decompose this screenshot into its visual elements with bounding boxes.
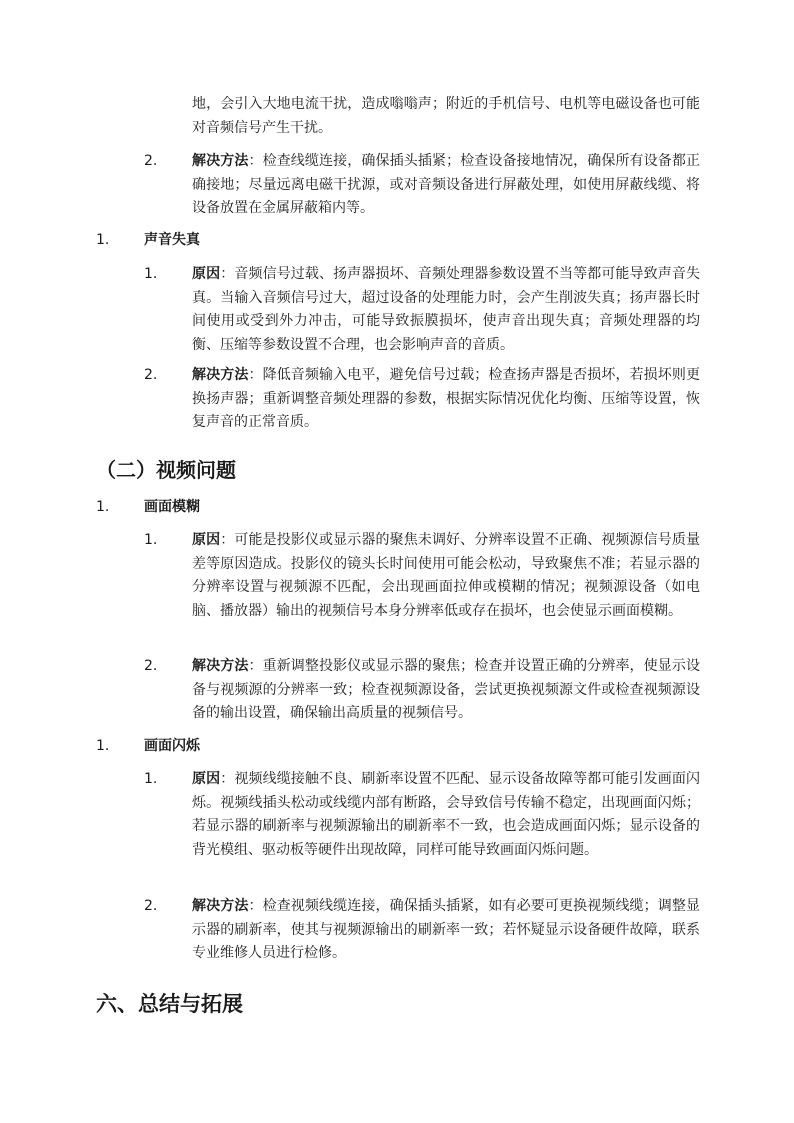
paragraph-distortion-cause: [192, 263, 700, 357]
paragraph-text: ：视频线缆接触不良、刷新率设置不匹配、显示设备故障等都可能引发画面闪烁。视频线插头松动或线缆内部有断路，会导致信号传输不稳定，出现画面闪烁；若显示器的刷新率与视频源输出的刷新率不一致，也会造成画面闪烁；显示设备的背光模组、驱动板等硬件出现故障，同样可能导致画面闪烁问题。: [192, 771, 701, 858]
paragraph-label: 原因: [192, 532, 221, 548]
paragraph-text: ：检查线缆连接，确保插头插紧；检查设备接地情况，确保所有设备都正确接地；尽量远离电磁干扰源，或对音频设备进行屏蔽处理，如使用屏蔽线缆、将设备放置在金属屏蔽箱内等。: [192, 153, 701, 216]
paragraph-flicker-cause: [192, 768, 700, 862]
paragraph-label: 原因: [192, 266, 221, 282]
paragraph-text: ：降低音频输入电平，避免信号过载；检查扬声器是否损坏，若损坏则更换扬声器；重新调整音频处理器的参数，根据实际情况优化均衡、压缩等设置，恢复声音的正常音质。: [192, 367, 701, 430]
paragraph-text: 地，会引入大地电流干扰，造成嗡嗡声；附近的手机信号、电机等电磁设备也可能对音频信号产生干扰。: [192, 96, 700, 136]
list-number: 1.: [144, 771, 158, 787]
list-number: 2.: [144, 153, 158, 169]
paragraph-blur-solution: [192, 655, 700, 726]
paragraph-label: 解决方法: [192, 367, 249, 383]
paragraph-interference-cause: [192, 93, 700, 140]
paragraph-flicker-solution: [192, 895, 700, 966]
section-number: 1.: [96, 232, 110, 248]
section-number: 1.: [96, 738, 110, 754]
heading-summary: 六、总结与拓展: [96, 992, 243, 1016]
paragraph-label: 解决方法: [192, 153, 249, 169]
list-number: 1.: [144, 266, 158, 282]
section-title-flicker: 画面闪烁: [144, 738, 200, 754]
list-number: 2.: [144, 898, 158, 914]
list-number: 1.: [144, 532, 158, 548]
paragraph-text: ：可能是投影仪或显示器的聚焦未调好、分辨率设置不正确、视频源信号质量差等原因造成。投影仪的镜头长时间使用可能会松动，导致聚焦不准；若显示器的分辨率设置与视频源不匹配，会出现画面拉伸或模糊的情况；视频源设备（如电脑、播放器）输出的视频信号本身分辨率低或存在损坏，也会使显示画面模糊。: [192, 532, 701, 619]
list-number: 2.: [144, 367, 158, 383]
section-title-blur: 画面模糊: [144, 499, 200, 515]
paragraph-label: 解决方法: [192, 658, 249, 674]
section-title-distortion: 声音失真: [144, 232, 200, 248]
paragraph-label: 原因: [192, 771, 221, 787]
paragraph-text: ：音频信号过载、扬声器损坏、音频处理器参数设置不当等都可能导致声音失真。当输入音频信号过大，超过设备的处理能力时，会产生削波失真；扬声器长时间使用或受到外力冲击，可能导致振膜损坏，使声音出现失真；音频处理器的均衡、压缩等参数设置不合理，也会影响声音的音质。: [192, 266, 701, 353]
paragraph-text: ：重新调整投影仪或显示器的聚焦；检查并设置正确的分辨率，使显示设备与视频源的分辨率一致；检查视频源设备，尝试更换视频源文件或检查视频源设备的输出设置，确保输出高质量的视频信号。: [192, 658, 701, 721]
section-number: 1.: [96, 499, 110, 515]
paragraph-text: ：检查视频线缆连接，确保插头插紧，如有必要可更换视频线缆；调整显示器的刷新率，使其与视频源输出的刷新率一致；若怀疑显示设备硬件故障，联系专业维修人员进行检修。: [192, 898, 701, 961]
list-number: 2.: [144, 658, 158, 674]
paragraph-blur-cause: [192, 529, 700, 623]
paragraph-noise-solution: [192, 150, 700, 221]
paragraph-label: 解决方法: [192, 898, 249, 914]
paragraph-distortion-solution: [192, 364, 700, 435]
heading-video-problems: （二）视频问题: [96, 458, 236, 482]
